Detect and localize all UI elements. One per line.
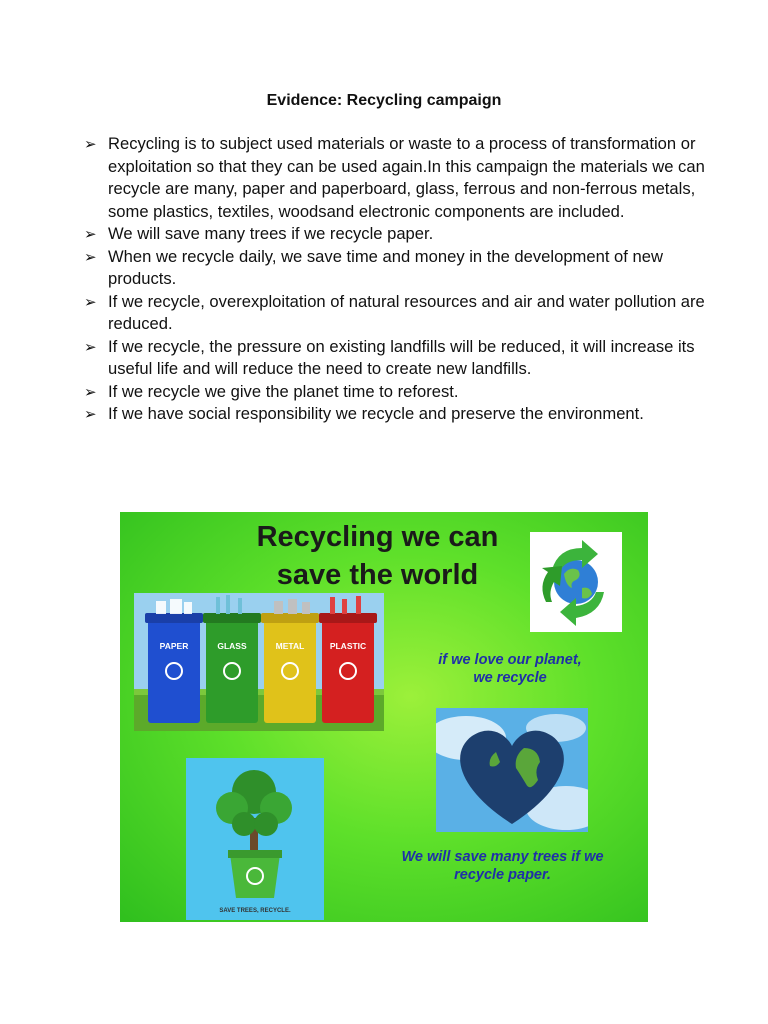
recycle-bins-image [134,593,384,731]
poster-title-line-2: save the world [276,559,479,591]
arrow-bullet-icon: ➢ [84,135,97,153]
trees-caption-line-2: recycle paper. [454,867,551,883]
heart-earth-image [436,708,588,832]
bin-label: PAPER [159,641,189,651]
bullet-text: When we recycle daily, we save time and money in the development of new products. [108,246,663,288]
tree-pot-image [186,758,324,920]
list-item [84,291,724,336]
tree-pot-caption: SAVE TREES, RECYCLE. [219,908,291,914]
list-item [84,133,724,223]
love-caption-line-1: if we love our planet, [438,652,582,668]
list-item [84,336,724,381]
love-caption-line-2: we recycle [473,670,547,686]
bullet-text: If we recycle, the pressure on existing landfills will be reduced, it will increase its useful life and will reduce the need to create new landfills. [108,336,695,378]
bullet-list [84,133,724,426]
save-trees-caption [375,848,630,884]
list-item [84,246,724,291]
list-item [84,223,724,246]
love-planet-caption [410,651,610,687]
plastic-bin [319,613,377,723]
bullet-text: We will save many trees if we recycle paper. [108,224,434,243]
arrow-bullet-icon: ➢ [84,292,97,311]
bin-label: METAL [275,641,305,651]
arrow-bullet-icon: ➢ [84,247,97,266]
arrow-bullet-icon: ➢ [84,337,97,356]
glass-bin [203,613,261,723]
recycle-globe-icon [530,532,622,632]
arrow-bullet-icon: ➢ [84,225,97,243]
bullet-text: If we recycle, overexploitation of natural resources and air and water pollution are reduced. [108,291,705,333]
arrow-bullet-icon: ➢ [84,405,97,423]
metal-bin [261,613,319,723]
recycling-poster [120,512,648,922]
poster-title [220,518,535,594]
document-title: Evidence: Recycling campaign [266,92,502,109]
list-item [84,403,724,426]
bin-label: GLASS [217,641,247,651]
bullet-text: Recycling is to subject used materials or waste to a process of transformation or exploitation so that they can be used again.In this campaign the materials we can recycle are many, paper and paperboard, glass, ferrous and non-ferrous metals, some plastics, textiles, woodsand electronic components are included. [108,134,705,221]
poster-title-line-1: Recycling we can [256,521,499,553]
bullet-text: If we recycle we give the planet time to reforest. [108,381,459,401]
list-item [84,381,724,404]
bullet-text: If we have social responsibility we recycle and preserve the environment. [108,404,644,423]
bin-label: PLASTIC [329,641,367,651]
paper-bin [145,613,203,723]
arrow-bullet-icon: ➢ [84,382,97,401]
trees-caption-line-1: We will save many trees if we [401,849,604,865]
